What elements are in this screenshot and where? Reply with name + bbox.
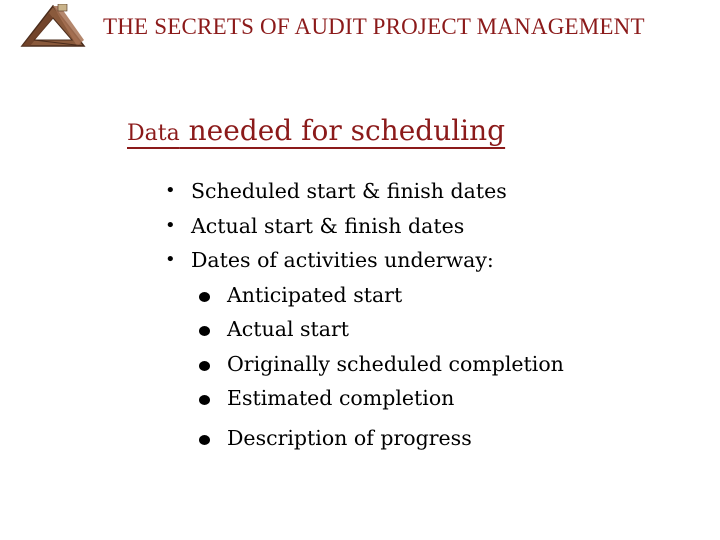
round-bullet-icon: [199, 435, 210, 445]
sub-list-item: [163, 423, 564, 458]
bullet-text: Actual start & finish dates: [191, 213, 465, 238]
slide-title-first-word: Data: [127, 121, 180, 146]
round-bullet-icon: [199, 292, 210, 302]
bullet-text: Dates of activities underway:: [191, 248, 494, 272]
bullet-text: Scheduled start & finish dates: [191, 179, 507, 203]
bullet-icon: •: [165, 214, 176, 236]
slide-title-rest: needed for scheduling: [179, 114, 506, 147]
slide-title: [127, 114, 505, 147]
header-title: THE SECRETS OF AUDIT PROJECT MANAGEMENT: [103, 14, 645, 39]
list-item: [163, 176, 564, 211]
sub-list-item: [163, 383, 564, 418]
sub-bullet-text: Estimated completion: [227, 386, 455, 410]
sub-bullet-text: Originally scheduled completion: [227, 351, 564, 376]
round-bullet-icon: [199, 361, 210, 371]
round-bullet-icon: [199, 395, 210, 405]
sub-list-item: [163, 314, 564, 349]
list-item: [163, 211, 564, 246]
list-item: [163, 245, 564, 280]
sub-list-item: [163, 280, 564, 315]
bullet-list: [163, 176, 564, 457]
bullet-icon: •: [165, 249, 176, 270]
sub-bullet-text: Description of progress: [227, 425, 472, 450]
round-bullet-icon: [199, 326, 210, 336]
sub-list-item: [163, 349, 564, 384]
sub-bullet-text: Actual start: [227, 317, 350, 341]
bullet-icon: •: [165, 180, 176, 201]
sub-bullet-text: Anticipated start: [227, 282, 403, 307]
impossible-triangle-icon: [20, 4, 86, 48]
